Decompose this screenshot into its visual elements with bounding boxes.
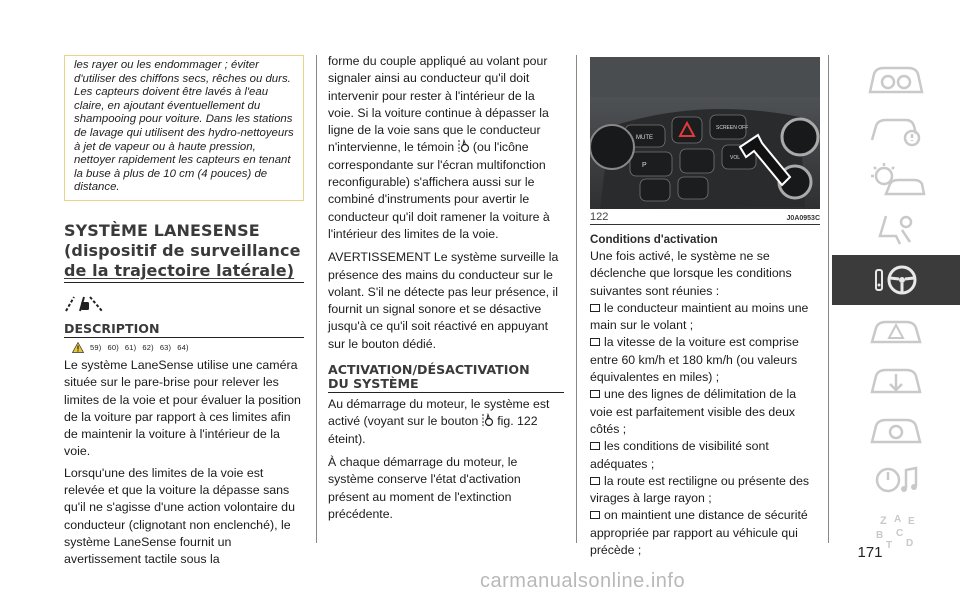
care-note-text: les rayer ou les endommager ; éviter d'utiliser des chiffons secs, rêches ou durs. Les capteurs doivent être lavés à l'eau claire, en ajoutant éventuellement du shampooing pour voiture. Dans les stations de lavage qui utilisent des hydro-nettoyeurs à jet de vapeur ou à haute pression, nettoyer rapidement les capteurs en tenant la buse à plus de 10 cm (4 pouces) de distance. — [74, 59, 294, 194]
figure-code: J0A0953C — [786, 215, 820, 222]
steering-wheel-icon — [866, 262, 926, 298]
conditions-list — [590, 300, 820, 559]
conditions-intro: Une fois activé, le système ne se déclenche que lorsque les conditions suivantes sont réunies : — [590, 249, 792, 298]
ref-63[interactable]: 63) — [159, 342, 172, 352]
column-3 — [590, 57, 820, 559]
activation-text-b: fig. 122 éteint). — [328, 414, 538, 446]
condition-item: on maintient une distance de sécurité appropriée par rapport au véhicule qui précède ; — [590, 508, 808, 558]
watermark: carmanualsonline.info — [480, 570, 686, 592]
section-title-line1: SYSTÈME LANESENSE — [64, 220, 260, 240]
column-separator-1 — [316, 55, 317, 543]
description-paragraph-1: Le système LaneSense utilise une caméra située sur le pare-brise pour relever les limites de la voie et pour évaluer la position de la voiture par rapport à ces limites afin de maintenir la voiture à l'intérieur de la voie. — [64, 357, 301, 459]
condition-item: la vitesse de la voiture est comprise entre 60 km/h et 180 km/h (ou valeurs équivalentes en miles) ; — [590, 335, 799, 385]
hands-off-warning-paragraph: AVERTISSEMENT Le système surveille la présence des mains du conducteur sur le volant. S'il ne détecte pas leur présence, il fournit un signal sonore et se désactive jusqu'à ce qu'il soit réactivé en appuyant sur le bouton dédié. — [328, 250, 559, 351]
activation-heading-line2: DU SYSTÈME — [328, 376, 419, 392]
car-spec-icon — [866, 412, 926, 448]
figure-caption — [590, 209, 820, 225]
svg-text:B: B — [876, 530, 884, 541]
activation-heading — [328, 363, 564, 393]
car-lights-icon — [866, 162, 926, 198]
warning-light-text-b: (ou l'icône correspondante sur l'écran multifonction reconfigurable) s'affichera aussi sur le combiné d'instruments pour avertir le conducteur qu'il doit ramener la voiture à l'intérieur des limites de la voie. — [328, 140, 550, 241]
volume-label: VOL — [730, 155, 741, 161]
car-dashboard-icon — [866, 62, 926, 98]
tab-keys[interactable] — [832, 105, 960, 155]
activation-paragraph-1 — [328, 396, 564, 448]
care-note-box — [64, 55, 304, 201]
bullet-box-icon — [590, 304, 600, 312]
tab-service[interactable] — [832, 355, 960, 405]
title-rule — [64, 282, 304, 283]
svg-text:Z: Z — [880, 515, 887, 527]
car-warning-icon — [866, 312, 926, 348]
activation-paragraph-2: À chaque démarrage du moteur, le système conserve l'état d'activation présent au moment de l'extinction précédente. — [328, 454, 521, 521]
music-navigation-icon — [866, 462, 926, 498]
svg-text:T: T — [886, 540, 893, 550]
screen-off-label: SCREEN OFF — [716, 125, 749, 131]
ref-61[interactable]: 61) — [124, 342, 137, 352]
car-key-icon — [866, 112, 926, 148]
bullet-box-icon — [590, 390, 600, 398]
figure-122-photo — [590, 57, 820, 209]
tab-lights[interactable] — [832, 155, 960, 205]
warning-light-text-a: forme du couple appliqué au volant pour signaler ainsi au conducteur qu'il doit intervenir pour rester à l'intérieur de la voie. Si la voiture continue à dépasser la ligne de la voie sans que le conducteur n'intervienne, le témoin — [328, 54, 549, 155]
lanesense-indicator-icon — [64, 293, 304, 313]
tab-driving[interactable] — [832, 255, 960, 305]
bullet-box-icon — [590, 511, 600, 519]
column-2 — [328, 53, 564, 523]
warning-triangle-icon — [72, 342, 84, 353]
ref-62[interactable]: 62) — [142, 342, 154, 352]
section-title-line2: (dispositif de surveillance — [64, 240, 301, 260]
section-title — [64, 221, 304, 281]
seat-safety-icon — [866, 212, 926, 248]
conditions-heading: Conditions d'activation — [590, 233, 718, 246]
svg-text:D: D — [906, 538, 914, 549]
condition-item: la route est rectiligne ou présente des virages à large rayon ; — [590, 473, 810, 506]
ref-59[interactable]: 59) — [90, 342, 102, 352]
svg-text:A: A — [894, 514, 902, 525]
description-paragraph-2: Lorsqu'une des limites de la voie est relevée et que la voiture la dépasse sans qu'il ne s'agisse d'une action volontaire du conducteur (clignotant non enclenché), le système LaneSense fournit un avertissement tactile sous la — [64, 465, 295, 567]
svg-text:C: C — [896, 528, 904, 539]
activation-heading-line1: ACTIVATION/DÉSACTIVATION — [328, 362, 530, 378]
bullet-box-icon — [590, 338, 600, 346]
condition-item: les conditions de visibilité sont adéquates ; — [590, 439, 769, 471]
lanesense-button-icon — [482, 413, 494, 427]
warning-light-paragraph — [328, 53, 564, 243]
bullet-box-icon — [590, 477, 600, 485]
column-separator-3 — [828, 55, 829, 543]
condition-item: une des lignes de délimitation de la voie est parfaitement visible des deux côtés ; — [590, 387, 797, 436]
tab-specifications[interactable] — [832, 405, 960, 455]
column-1 — [64, 55, 304, 569]
svg-text:E: E — [908, 516, 915, 527]
warning-references — [64, 342, 304, 353]
ref-64[interactable]: 64) — [177, 342, 189, 352]
activation-text-a: Au démarrage du moteur, le système est activé (voyant sur le bouton — [328, 397, 550, 429]
figure-number: 122 — [590, 211, 609, 223]
section-title-line3: de la trajectoire latérale) — [64, 260, 295, 280]
chapter-tabs — [832, 55, 960, 555]
condition-item: le conducteur maintient au moins une main sur le volant ; — [590, 300, 809, 333]
ref-60[interactable]: 60) — [107, 342, 119, 352]
description-heading: DESCRIPTION — [64, 321, 304, 338]
tab-safety[interactable] — [832, 205, 960, 255]
power-button-label: P — [642, 162, 647, 169]
column-separator-2 — [576, 55, 577, 543]
bullet-box-icon — [590, 442, 600, 450]
mute-button-label: MUTE — [636, 135, 653, 141]
car-service-icon — [866, 362, 926, 398]
tab-multimedia[interactable] — [832, 455, 960, 505]
hand-steering-icon — [458, 139, 470, 153]
page-number: 171 — [857, 544, 883, 561]
tab-warnings[interactable] — [832, 305, 960, 355]
tab-dashboard[interactable] — [832, 55, 960, 105]
